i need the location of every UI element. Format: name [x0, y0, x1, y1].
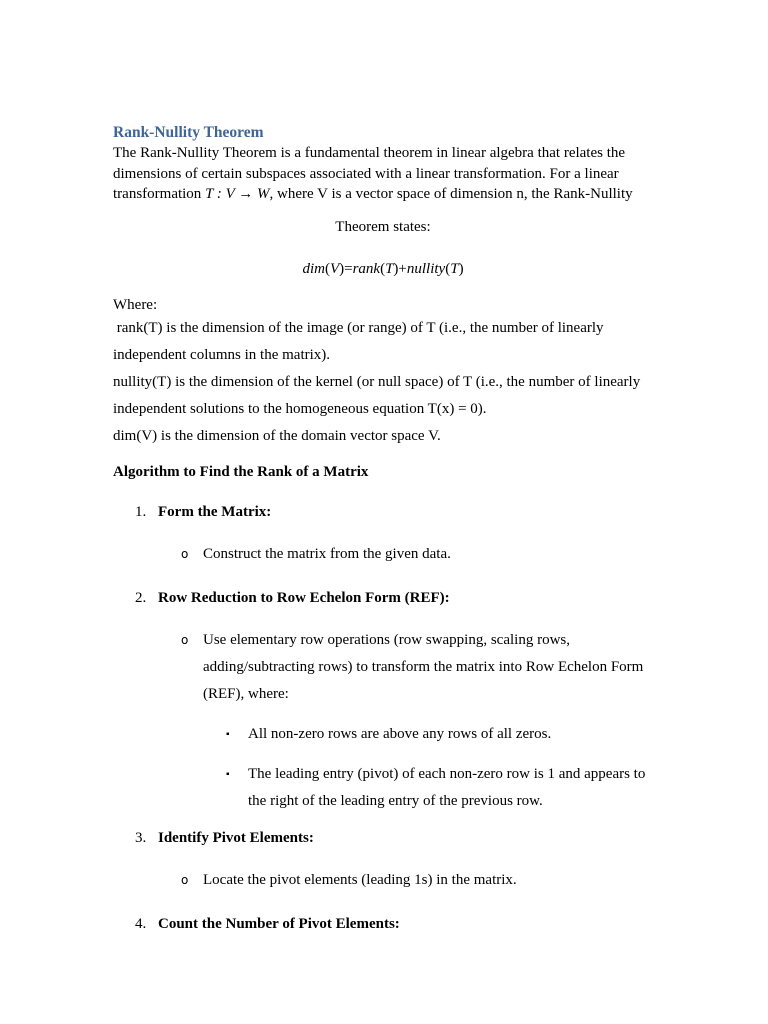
square-bullet-icon: ▪: [226, 768, 230, 780]
sub-sub-item: [113, 761, 653, 815]
formula-paren: (: [445, 260, 451, 277]
definition-line: independent solutions to the homogeneous equation T(x) = 0).: [113, 400, 487, 417]
formula-rank: rank: [352, 260, 381, 277]
formula-dim: dim: [302, 260, 325, 277]
circle-bullet-icon: o: [181, 872, 189, 887]
definition-line: dim(V) is the dimension of the domain vector space V.: [113, 427, 441, 444]
theorem-states-line: Theorem states:: [335, 218, 431, 235]
circle-bullet-icon: o: [181, 632, 189, 647]
formula-plus: +: [398, 260, 407, 277]
formula-v: V: [329, 260, 340, 277]
algorithm-title: Algorithm to Find the Rank of a Matrix: [113, 463, 369, 480]
step-title: Count the Number of Pivot Elements:: [158, 915, 400, 932]
intro-line-3-post: , where V is a vector space of dimension n, the Rank-Nullity: [269, 186, 633, 202]
step-number: 4.: [135, 915, 147, 932]
sub-item-line: Use elementary row operations (row swapping, scaling rows,: [203, 631, 570, 648]
sub-item: [113, 867, 653, 894]
formula-t: T: [450, 260, 459, 277]
definition-line: independent columns in the matrix).: [113, 346, 331, 363]
square-bullet-icon: ▪: [226, 728, 230, 740]
step-number: 1.: [135, 503, 147, 520]
step-number: 3.: [135, 829, 147, 846]
formula-paren: (: [380, 260, 386, 277]
list-item-step-1: [113, 502, 653, 522]
formula-equals: =: [344, 260, 353, 277]
formula-t: T: [385, 260, 394, 277]
step-title: Row Reduction to Row Echelon Form (REF):: [158, 589, 450, 606]
formula-paren: ): [339, 260, 345, 277]
inline-math-transformation: T : V → W: [205, 186, 270, 202]
sub-item-line: (REF), where:: [203, 685, 289, 702]
sub-sub-item-text: All non-zero rows are above any rows of all zeros.: [248, 725, 552, 742]
sub-sub-item: [113, 721, 653, 748]
sub-item-text: Locate the pivot elements (leading 1s) in the matrix.: [203, 871, 517, 888]
sub-sub-item-line: the right of the leading entry of the previous row.: [248, 792, 543, 809]
list-item-step-4: [113, 914, 653, 934]
where-label: Where:: [113, 296, 158, 313]
sub-item-text: Construct the matrix from the given data.: [203, 545, 451, 562]
list-item-step-2: [113, 588, 653, 608]
sub-item: [113, 541, 653, 568]
sub-item: [113, 627, 653, 708]
sub-sub-item-line: The leading entry (pivot) of each non-zero row is 1 and appears to: [248, 765, 646, 782]
section-heading: Rank-Nullity Theorem: [113, 124, 264, 141]
sub-item-line: adding/subtracting rows) to transform the matrix into Row Echelon Form: [203, 658, 644, 675]
formula-paren: ): [458, 260, 464, 277]
step-title: Identify Pivot Elements:: [158, 829, 314, 846]
intro-line-2: dimensions of certain subspaces associated with a linear transformation. For a linear: [113, 165, 619, 182]
formula-nullity: nullity: [406, 260, 446, 277]
intro-line-1: The Rank-Nullity Theorem is a fundamental theorem in linear algebra that relates the: [113, 145, 626, 161]
formula-paren: ): [393, 260, 399, 277]
definition-line: nullity(T) is the dimension of the kernel (or null space) of T (i.e., the number of linearly: [113, 373, 641, 390]
list-item-step-3: [113, 828, 653, 848]
step-title: Form the Matrix:: [158, 503, 272, 520]
document-content: [113, 123, 653, 934]
step-number: 2.: [135, 589, 147, 606]
rank-nullity-formula: [113, 259, 653, 279]
formula-paren: (: [324, 260, 330, 277]
sub-sub-item-text: [248, 761, 653, 815]
sub-item-text: [203, 627, 653, 708]
circle-bullet-icon: o: [181, 546, 189, 561]
intro-paragraph: [113, 143, 653, 205]
intro-line-3-pre: transformation: [113, 186, 206, 202]
definition-line: rank(T) is the dimension of the image (or range) of T (i.e., the number of linearly: [113, 319, 604, 336]
